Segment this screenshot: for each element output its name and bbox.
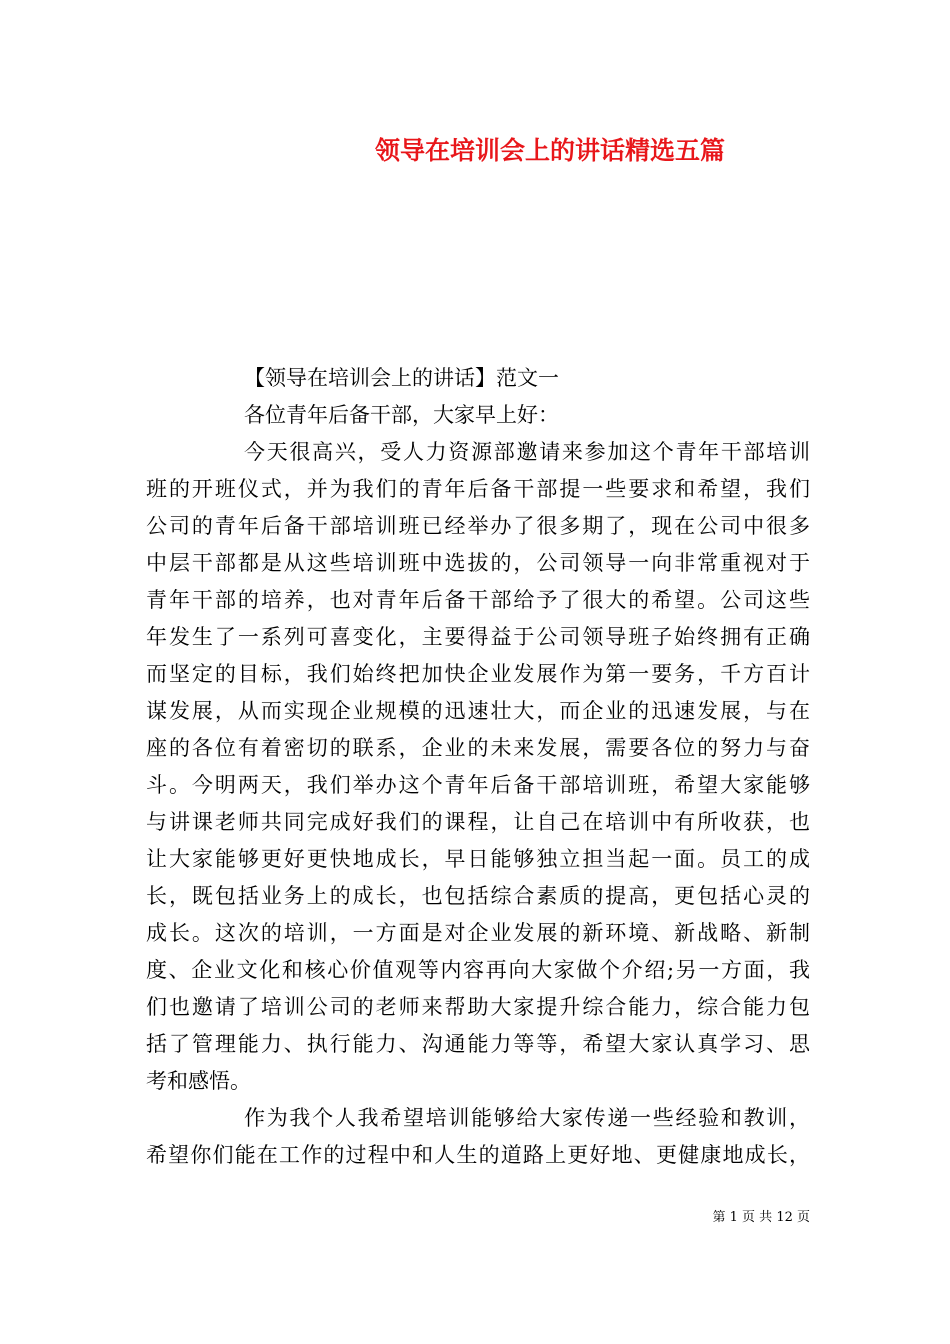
text-line: 谋发展，从而实现企业规模的迅速壮大，而企业的迅速发展，与在 <box>146 699 810 723</box>
text-line: 青年干部的培养，也对青年后备干部给予了很大的希望。公司这些 <box>146 588 810 612</box>
text-line: 中层干部都是从这些培训班中选拔的，公司领导一向非常重视对于 <box>146 551 810 575</box>
text-line: 班的开班仪式，并为我们的青年后备干部提一些要求和希望，我们 <box>146 477 810 501</box>
text-line: 们也邀请了培训公司的老师来帮助大家提升综合能力，综合能力包 <box>146 995 810 1019</box>
text-line: 今天很高兴，受人力资源部邀请来参加这个青年干部培训 <box>244 440 810 464</box>
section-heading: 【领导在培训会上的讲话】范文一 <box>244 366 559 390</box>
text-line: 度、企业文化和核心价值观等内容再向大家做个介绍;另一方面，我 <box>146 958 810 982</box>
text-line: 让大家能够更好更快地成长，早日能够独立担当起一面。员工的成 <box>146 847 810 871</box>
greeting-line: 各位青年后备干部，大家早上好： <box>244 403 559 427</box>
document-title: 领导在培训会上的讲话精选五篇 <box>374 136 725 165</box>
text-line: 公司的青年后备干部培训班已经举办了很多期了，现在公司中很多 <box>146 514 810 538</box>
text-line: 希望你们能在工作的过程中和人生的道路上更好地、更健康地成长， <box>146 1143 810 1167</box>
text-line: 成长。这次的培训，一方面是对企业发展的新环境、新战略、新制 <box>146 921 810 945</box>
text-line: 座的各位有着密切的联系，企业的未来发展，需要各位的努力与奋 <box>146 736 810 760</box>
paragraph-2 <box>146 1100 810 1174</box>
text-line: 长，既包括业务上的成长，也包括综合素质的提高，更包括心灵的 <box>146 884 810 908</box>
paragraph-1 <box>146 434 810 1100</box>
page-number: 第 1 页 共 12 页 <box>712 1210 810 1225</box>
text-line: 括了管理能力、执行能力、沟通能力等等，希望大家认真学习、思 <box>146 1032 810 1056</box>
document-body <box>146 360 810 1174</box>
text-line: 年发生了一系列可喜变化，主要得益于公司领导班子始终拥有正确 <box>146 625 810 649</box>
text-line: 而坚定的目标，我们始终把加快企业发展作为第一要务，千方百计 <box>146 662 810 686</box>
text-line: 作为我个人我希望培训能够给大家传递一些经验和教训， <box>244 1106 810 1130</box>
text-line: 考和感悟。 <box>146 1069 251 1093</box>
text-line: 斗。今明两天，我们举办这个青年后备干部培训班，希望大家能够 <box>146 773 810 797</box>
text-line: 与讲课老师共同完成好我们的课程，让自己在培训中有所收获，也 <box>146 810 810 834</box>
